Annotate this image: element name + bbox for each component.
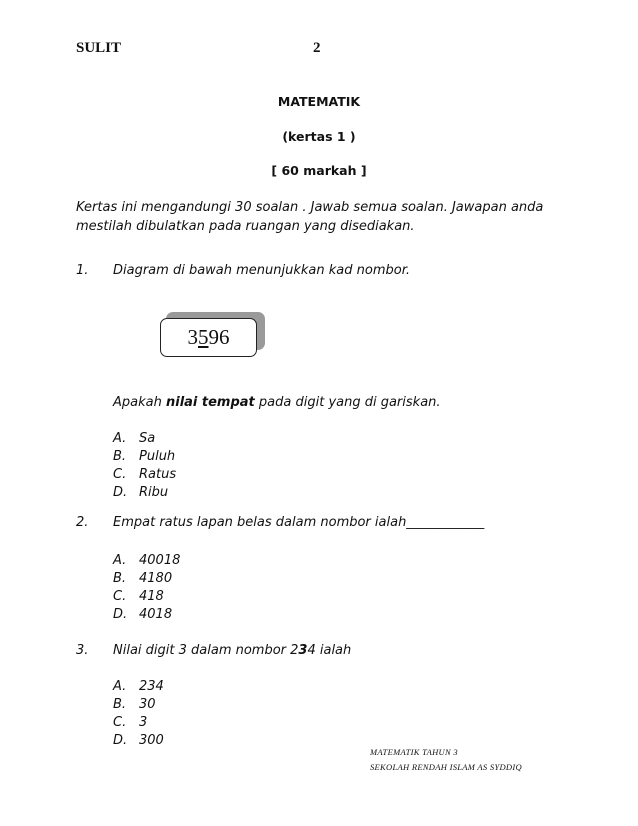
question-2-number: 2. — [76, 515, 89, 530]
subject-title: MATEMATIK — [277, 94, 361, 109]
paper-title: (kertas 1 ) — [282, 129, 356, 144]
question-1-followup: Apakah nilai tempat pada digit yang di gariskan. — [113, 395, 441, 410]
option-c[interactable]: C. 3 — [113, 715, 148, 730]
question-1-number: 1. — [76, 263, 89, 278]
option-d[interactable]: D. 4018 — [113, 607, 173, 622]
footer-line-2: SEKOLAH RENDAH ISLAM AS SYDDIQ — [370, 762, 522, 772]
question-3-number: 3. — [76, 643, 89, 658]
emphasis-nilai-tempat: nilai tempat — [165, 395, 255, 410]
option-b[interactable]: B. 4180 — [113, 571, 173, 586]
marks-title: [ 60 markah ] — [271, 163, 367, 178]
question-2-options — [113, 552, 180, 624]
option-a[interactable]: A. Sa — [113, 431, 156, 446]
option-c[interactable]: C. Ratus — [113, 467, 177, 482]
question-3-text: Nilai digit 3 dalam nombor 234 ialah — [113, 643, 352, 658]
option-b[interactable]: B. Puluh — [113, 449, 176, 464]
question-2-text: Empat ratus lapan belas dalam nombor ialah____________ — [113, 515, 485, 530]
question-3-options — [113, 678, 164, 750]
bold-digit: 3 — [298, 643, 308, 658]
header-sulit: SULIT — [76, 40, 122, 56]
question-1-options — [113, 430, 176, 502]
option-c[interactable]: C. 418 — [113, 589, 164, 604]
option-d[interactable]: D. Ribu — [113, 485, 169, 500]
footer-line-1: MATEMATIK TAHUN 3 — [370, 747, 458, 757]
option-a[interactable]: A. 40018 — [113, 553, 181, 568]
instructions: Kertas ini mengandungi 30 soalan . Jawab semua soalan. Jawapan anda mestilah dibulatkan pada ruangan yang disediakan. — [76, 200, 544, 234]
option-b[interactable]: B. 30 — [113, 697, 156, 712]
number-card — [160, 318, 257, 357]
option-a[interactable]: A. 234 — [113, 679, 164, 694]
option-d[interactable]: D. 300 — [113, 733, 164, 748]
page-number: 2 — [313, 40, 321, 56]
underlined-digit: 5 — [198, 325, 209, 349]
question-1-text: Diagram di bawah menunjukkan kad nombor. — [113, 263, 410, 278]
number-card-value: 3596 — [187, 325, 230, 349]
